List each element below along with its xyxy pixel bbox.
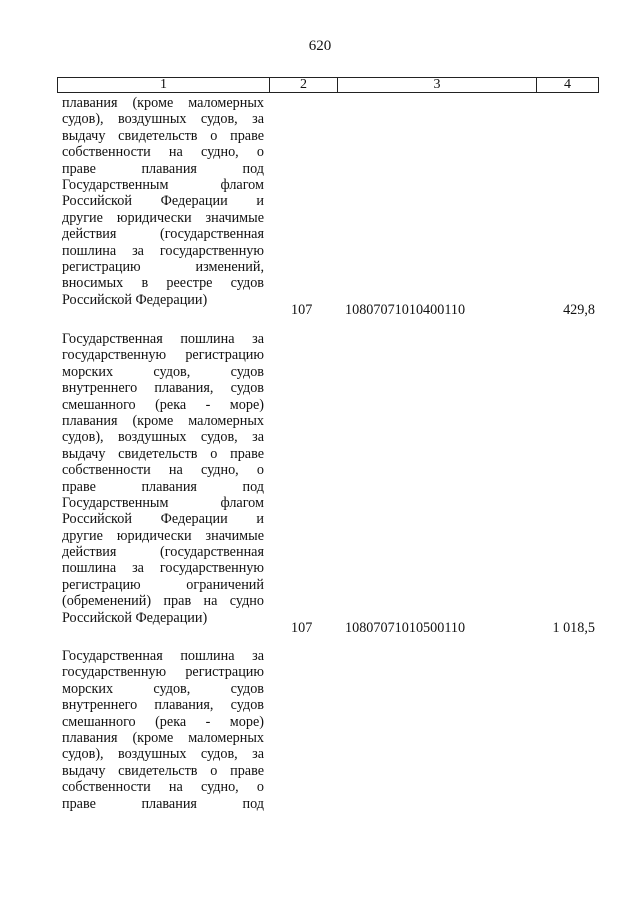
- description-line: судов), воздушных судов, за: [62, 746, 264, 763]
- description-line: государственную регистрацию: [62, 347, 264, 364]
- description-line: праве плавания под: [62, 478, 264, 495]
- description-line: другие юридически значимые: [62, 209, 264, 226]
- description-line: Государственная пошлина за: [62, 331, 264, 347]
- row-code: 107: [291, 620, 313, 636]
- description-line: собственности на судно, о: [62, 779, 264, 796]
- description-line: пошлина за государственную: [62, 560, 264, 577]
- description-line: внутреннего плавания, судов: [62, 380, 264, 397]
- description-line: судов), воздушных судов, за: [62, 111, 264, 128]
- description-line: праве плавания под: [62, 160, 264, 177]
- description-line: Российской Федерации и: [62, 511, 264, 528]
- description-line: плавания (кроме маломерных: [62, 729, 264, 746]
- description-line: государственную регистрацию: [62, 664, 264, 681]
- header-col-1: 1: [58, 78, 270, 93]
- description-line: Российской Федерации): [62, 609, 208, 626]
- description-line: пошлина за государственную: [62, 242, 264, 259]
- description-line: смешанного (река - море): [62, 713, 264, 730]
- description-line: вносимых в реестре судов: [62, 275, 264, 292]
- description-line: другие юридически значимые: [62, 527, 264, 544]
- description-line: (обременений) прав на судно: [62, 593, 264, 610]
- page-number: 620: [308, 38, 332, 54]
- description-line: морских судов, судов: [62, 363, 264, 380]
- description-line: Российской Федерации): [62, 291, 208, 308]
- header-col-4: 4: [537, 78, 599, 93]
- row-description: [62, 331, 264, 626]
- header-col-2: 2: [270, 78, 338, 93]
- description-line: регистрацию ограничений: [62, 576, 264, 593]
- description-line: выдачу свидетельств о праве: [62, 762, 264, 779]
- description-line: праве плавания под: [62, 795, 264, 812]
- description-line: Государственным флагом: [62, 176, 264, 193]
- description-line: Государственная пошлина за: [62, 648, 264, 664]
- row-description: [62, 648, 264, 812]
- description-line: внутреннего плавания, судов: [62, 697, 264, 714]
- table-header: [57, 77, 599, 93]
- description-line: плавания (кроме маломерных: [62, 95, 264, 111]
- row-amount: 429,8: [563, 302, 595, 318]
- description-line: собственности на судно, о: [62, 462, 264, 479]
- description-line: выдачу свидетельств о праве: [62, 127, 264, 144]
- row-kbk: 10807071010500110: [345, 620, 466, 636]
- row-code: 107: [291, 302, 313, 318]
- description-line: регистрацию изменений,: [62, 258, 264, 275]
- description-line: Российской Федерации и: [62, 193, 264, 210]
- header-col-3: 3: [338, 78, 537, 93]
- description-line: собственности на судно, о: [62, 144, 264, 161]
- description-line: выдачу свидетельств о праве: [62, 445, 264, 462]
- description-line: плавания (кроме маломерных: [62, 412, 264, 429]
- description-line: действия (государственная: [62, 544, 264, 561]
- row-amount: 1 018,5: [552, 620, 595, 636]
- row-kbk: 10807071010400110: [345, 302, 466, 318]
- description-line: Государственным флагом: [62, 494, 264, 511]
- description-line: действия (государственная: [62, 226, 264, 243]
- description-line: судов), воздушных судов, за: [62, 429, 264, 446]
- description-line: смешанного (река - море): [62, 396, 264, 413]
- row-description: [62, 95, 264, 308]
- description-line: морских судов, судов: [62, 680, 264, 697]
